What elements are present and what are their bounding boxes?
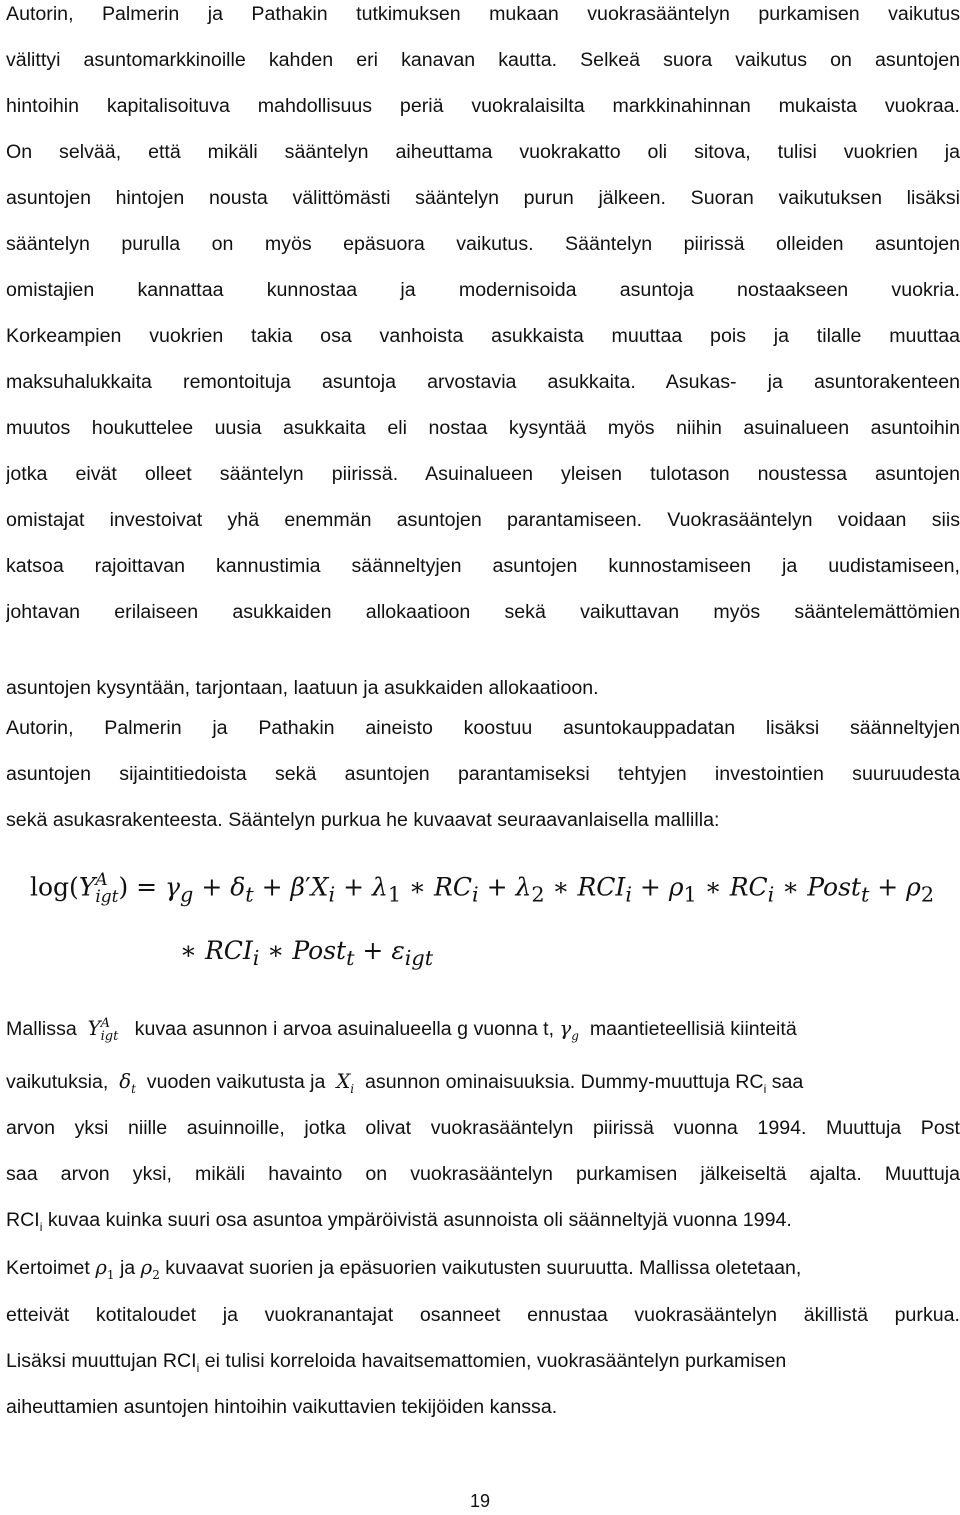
text-line: saa arvon yksi, mikäli havainto on vuokrasääntelyn purkamisen jälkeiseltä ajalta. Muuttuja: [6, 1163, 960, 1185]
text-line: Mallissa Y A igt kuvaa asunnon i arvoa asuinalueella g vuonna t, $\gamma_g$ maantieteellisiä kiinteitä: [6, 1015, 797, 1044]
text-line: etteivät kotitaloudet ja vuokranantajat osanneet ennustaa vuokrasääntelyn äkillistä purkua.: [6, 1304, 960, 1326]
text-line: katsoa rajoittavan kannustimia säänneltyjen asuntojen kunnostamiseen ja uudistamiseen,: [6, 555, 960, 577]
text-line: omistajat investoivat yhä enemmän asuntojen parantamiseen. Vuokrasääntelyn voidaan siis: [6, 509, 960, 531]
text-line: Lisäksi muuttujan $RCI_i$ ei tulisi korreloida havaitsemattomien, vuokrasääntelyn purkamisen: [6, 1350, 787, 1375]
page-number: 19: [469, 1491, 491, 1511]
text-line: $RCI_i$ kuvaa kuinka suuri osa asuntoa ympäröivistä asunnoista oli säänneltyjä vuonna 1994.: [6, 1209, 792, 1234]
text-line: Autorin, Palmerin ja Pathakin aineisto koostuu asuntokauppadatan lisäksi säänneltyjen: [6, 717, 960, 739]
equation-line-2: ∗ $RCI_i$ ∗ Post$_t$ + $\varepsilon_{igt}$: [180, 936, 434, 970]
text-line: sääntelyn purulla on myös epäsuora vaikutus. Sääntelyn piirissä olleiden asuntojen: [6, 233, 960, 255]
equation-line-1: log(Y A igt ) = $\gamma_g + \delta_t + \beta'X_i + \lambda_1$ ∗ $RC_i + \lambda_2$ ∗ $RCI_i + \rho_1$ ∗ $RC_i$ ∗ Post$_t$ + $\rho_2$: [30, 870, 935, 907]
text-line: On selvää, että mikäli sääntelyn aiheuttama vuokrakatto oli sitova, tulisi vuokrien ja: [6, 141, 960, 163]
text-line: maksuhalukkaita remontoituja asuntoja arvostavia asukkaita. Asukas- ja asuntorakenteen: [6, 371, 960, 393]
text-line: asuntojen sijaintitiedoista sekä asuntojen parantamiseksi tehtyjen investointien suuruudesta: [6, 763, 960, 785]
text-line: hintoihin kapitalisoituva mahdollisuus periä vuokralaisilta markkinahinnan mukaista vuokraa.: [6, 95, 960, 117]
text-line: sekä asukasrakenteesta. Sääntelyn purkua he kuvaavat seuraavanlaisella mallilla:: [6, 809, 720, 831]
text-line: Korkeampien vuokrien takia osa vanhoista asukkaista muuttaa pois ja tilalle muuttaa: [6, 325, 960, 347]
text-line: muutos houkuttelee uusia asukkaita eli nostaa kysyntää myös niihin asuinalueen asuntoihin: [6, 417, 960, 439]
text-line: vaikutuksia, $\delta_t$ vuoden vaikutusta ja $X_i$ asunnon ominaisuuksia. Dummy-muuttuja $RC_i$ saa: [6, 1070, 804, 1096]
text-line: aiheuttamien asuntojen hintoihin vaikuttavien tekijöiden kanssa.: [6, 1396, 558, 1418]
text-line: johtavan erilaiseen asukkaiden allokaatioon sekä vaikuttavan myös sääntelemättömien: [6, 601, 960, 623]
text-line: jotka eivät olleet sääntelyn piirissä. Asuinalueen yleisen tulotason noustessa asuntojen: [6, 463, 960, 485]
text-line: omistajien kannattaa kunnostaa ja modernisoida asuntoja nostaakseen vuokria.: [6, 279, 960, 301]
text-line: Autorin, Palmerin ja Pathakin tutkimuksen mukaan vuokrasääntelyn purkamisen vaikutus: [6, 3, 960, 25]
text-line: Kertoimet $\rho_1$ ja $\rho_2$ kuvaavat suorien ja epäsuorien vaikutusten suuruutta. Mallissa oletetaan,: [6, 1256, 802, 1282]
text-line: asuntojen kysyntään, tarjontaan, laatuun ja asukkaiden allokaatioon.: [6, 677, 599, 699]
text-line: arvon yksi niille asuinnoille, jotka olivat vuokrasääntelyn piirissä vuonna 1994. Muuttuja Post: [6, 1117, 960, 1139]
text-line: välittyi asuntomarkkinoille kahden eri kanavan kautta. Selkeä suora vaikutus on asuntojen: [6, 49, 960, 71]
text-line: asuntojen hintojen nousta välittömästi sääntelyn purun jälkeen. Suoran vaikutuksen lisäksi: [6, 187, 960, 209]
